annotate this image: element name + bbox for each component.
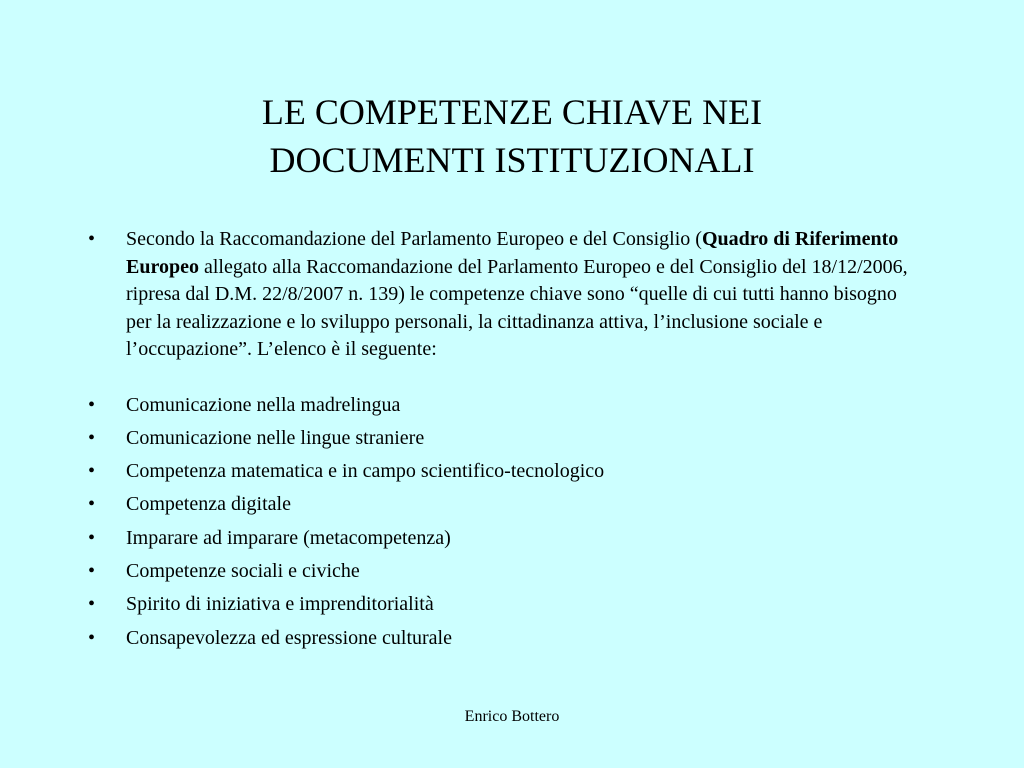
slide-title: [0, 88, 1024, 184]
title-line-1: LE COMPETENZE CHIAVE NEI: [261, 92, 763, 132]
bullet-list: [88, 226, 908, 655]
competence-item: • Comunicazione nella madrelingua: [88, 389, 908, 422]
competence-item: • Consapevolezza ed espressione culturale: [88, 622, 908, 655]
competence-item: • Competenza digitale: [88, 488, 908, 521]
competences-list: [88, 389, 908, 655]
intro-text-b: allegato alla Raccomandazione del Parlamento Europeo e del Consiglio del 18/12/2006, ripresa dal D.M. 22/8/2007 n. 139) le competenze chiave sono “quelle di cui tutti hanno bisogno per la realizzazione e lo sviluppo personali, la cittadinanza attiva, l’inclusione sociale e l’occupazione”. L’elenco è il seguente:: [126, 255, 908, 360]
competence-item: • Spirito di iniziativa e imprenditorialità: [88, 588, 908, 621]
footer-author: Enrico Bottero: [464, 708, 560, 725]
competence-item: • Competenza matematica e in campo scientifico-tecnologico: [88, 455, 908, 488]
intro-text-bold: Quadro di Riferimento Europeo: [126, 228, 899, 278]
competence-item: • Competenze sociali e civiche: [88, 555, 908, 588]
competence-item: • Imparare ad imparare (metacompetenza): [88, 522, 908, 555]
intro-text-a: Secondo la Raccomandazione del Parlamento Europeo e del Consiglio (: [126, 228, 702, 250]
intro-bullet: [88, 226, 908, 364]
competence-item: • Comunicazione nelle lingue straniere: [88, 422, 908, 455]
title-line-2: DOCUMENTI ISTITUZIONALI: [269, 140, 755, 180]
